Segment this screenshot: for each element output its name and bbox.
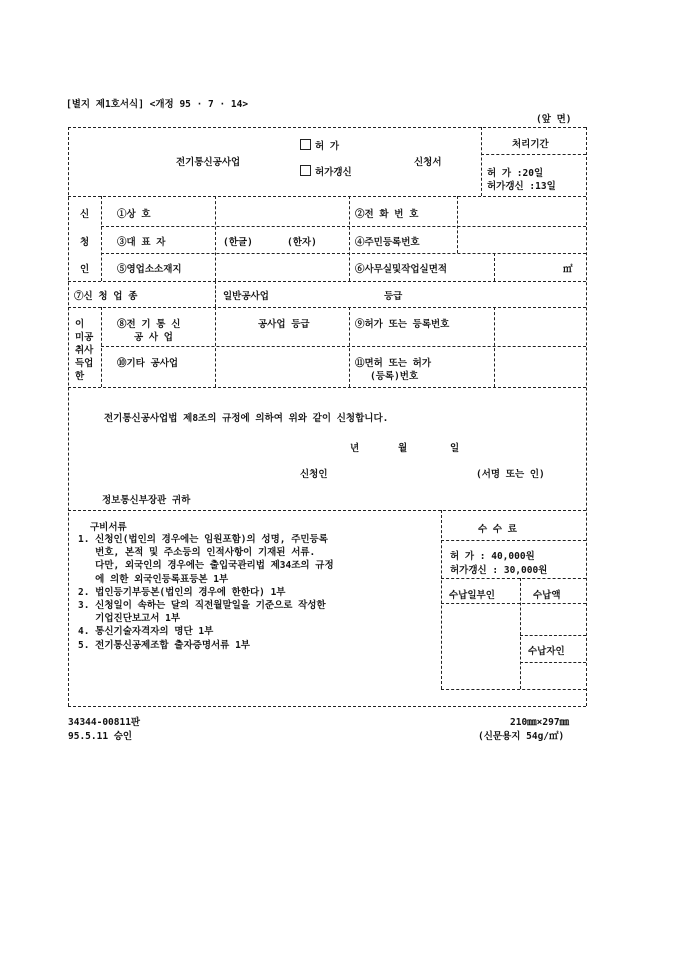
other-side-5: 한 <box>75 371 85 382</box>
fees-left <box>441 510 442 689</box>
applicant-side-divider <box>101 196 102 281</box>
processing-divider <box>481 127 482 196</box>
phone-label: ②전 화 번 호 <box>355 209 419 220</box>
statement-bottom <box>68 510 586 511</box>
option-renewal[interactable]: 허가갱신 <box>300 164 352 178</box>
documents-line: 1. 신청인(법인의 경우에는 임원포함)의 성명, 주민등록 <box>78 534 328 545</box>
footer-approval: 95.5.11 승인 <box>68 731 133 742</box>
permit-no-label: ⑨허가 또는 등록번호 <box>355 319 450 330</box>
form-title-suffix: 신청서 <box>414 157 442 168</box>
option-permit[interactable]: 허 가 <box>300 138 339 152</box>
form-label: [별지 제1호서식] <개정 95 · 7 · 14> <box>66 99 249 110</box>
applicant-side-3: 인 <box>80 264 90 275</box>
telecom-label-2: 공 사 업 <box>134 332 173 343</box>
title-bottom <box>68 196 586 197</box>
rep-label: ③대 표 자 <box>117 237 166 248</box>
other-middle-line <box>101 346 586 347</box>
date-year: 년 <box>350 443 360 454</box>
signature-seal: (서명 또는 인) <box>476 469 545 480</box>
other-right-divider <box>494 307 495 387</box>
documents-line: 번호, 본적 및 주소등의 인적사항이 기재된 서류. <box>78 547 316 559</box>
etc-label: ⑩기타 공사업 <box>117 358 179 369</box>
documents-header: 구비서류 <box>90 522 127 533</box>
rep-hanja: (한자) <box>287 237 317 248</box>
fees-permit: 허 가 : 40,000원 <box>450 551 535 562</box>
documents-line: 5. 전기통신공제조합 출자증명서류 1부 <box>78 639 250 651</box>
documents-list <box>78 533 334 652</box>
documents-line: 에 의한 외국인등록표등본 1부 <box>78 573 229 585</box>
processing-header: 처리기간 <box>512 139 549 150</box>
other-side-1: 이 <box>75 319 85 330</box>
other-side-2: 미공 <box>75 332 94 343</box>
fees-mid <box>520 578 521 689</box>
processing-line <box>481 154 586 155</box>
applicant-line-2 <box>101 253 586 254</box>
applicant-mid-divider <box>349 196 350 281</box>
fees-renewal: 허가갱신 : 30,000원 <box>450 565 548 576</box>
business-label: ⑦신 청 업 종 <box>74 291 138 302</box>
other-side-divider <box>101 307 102 387</box>
footer-size: 210㎜×297㎜ <box>510 717 570 728</box>
date-month: 월 <box>398 443 408 454</box>
telecom-value: 공사업 등급 <box>258 319 310 330</box>
other-side-4: 득업 <box>75 358 94 369</box>
frame-right <box>586 127 587 706</box>
business-bottom <box>68 307 586 308</box>
processing-renewal: 허가갱신 :13일 <box>487 181 556 192</box>
form-title: 전기통신공사업 <box>176 157 241 168</box>
other-mid-divider <box>349 307 350 387</box>
other-side-3: 취사 <box>75 345 94 356</box>
other-label-divider <box>215 307 216 387</box>
fees-bottom <box>441 689 586 690</box>
date-day: 일 <box>450 443 460 454</box>
frame-bottom <box>68 706 586 707</box>
rep-korean: (한글) <box>223 237 253 248</box>
side-label: (앞 면) <box>536 114 572 125</box>
documents-line: 기업진단보고서 1부 <box>78 613 181 625</box>
documents-line: 4. 통신기술자격자의 명단 1부 <box>78 626 214 638</box>
fees-line-5 <box>520 662 586 663</box>
footer-code: 34344-00811판 <box>68 717 141 728</box>
fees-line-3 <box>441 603 586 604</box>
fees-line-2 <box>441 578 586 579</box>
applicant-right-divider <box>457 196 458 253</box>
documents-line: 다만, 외국인의 경우에는 출입국관리법 제34조의 규정 <box>78 560 334 572</box>
area-divider <box>494 253 495 281</box>
processing-permit: 허 가 :20일 <box>487 168 544 179</box>
office-label: ⑤영업소소재지 <box>117 264 182 275</box>
documents-line: 2. 법인등기부등본(법인의 경우에 한한다) 1부 <box>78 586 286 598</box>
applicant-side-2: 청 <box>80 237 90 248</box>
license-label-1: ⑪면허 또는 허가 <box>355 358 432 369</box>
checkbox-permit[interactable] <box>300 139 311 150</box>
applicant-side-1: 신 <box>80 209 90 220</box>
area-label: ⑥사무실및작업실면적 <box>355 264 448 275</box>
business-divider <box>215 281 216 307</box>
telecom-label-1: ⑧전 기 통 신 <box>117 319 181 330</box>
area-unit: ㎡ <box>563 264 573 275</box>
frame-left <box>68 127 69 706</box>
regno-label: ④주민등록번호 <box>355 237 420 248</box>
fees-amount: 수납액 <box>533 590 561 601</box>
signature-applicant: 신청인 <box>300 469 328 480</box>
fees-header: 수 수 료 <box>478 524 517 535</box>
fees-line-4 <box>520 635 586 636</box>
frame-top <box>68 127 586 128</box>
fees-receiver: 수납자인 <box>528 646 565 657</box>
footer-paper: (신문용지 54g/㎡) <box>478 731 565 742</box>
business-value: 일반공사업 <box>223 291 269 302</box>
other-bottom <box>68 387 586 388</box>
fees-payer: 수납일부인 <box>449 590 495 601</box>
documents-line: 3. 신청일이 속하는 달의 직전월말일을 기준으로 작성한 <box>78 600 326 612</box>
checkbox-renewal[interactable] <box>300 165 311 176</box>
business-grade: 등급 <box>384 291 403 302</box>
recipient: 정보통신부장관 귀하 <box>102 495 191 506</box>
statement: 전기통신공사업법 제8조의 규정에 의하여 위와 같이 신청합니다. <box>104 413 389 424</box>
license-label-2: (등록)번호 <box>370 371 419 382</box>
name-label: ①상 호 <box>117 209 151 220</box>
fees-line-1 <box>441 540 586 541</box>
applicant-line-1 <box>101 226 586 227</box>
applicant-label-divider <box>215 196 216 281</box>
applicant-bottom <box>68 281 586 282</box>
